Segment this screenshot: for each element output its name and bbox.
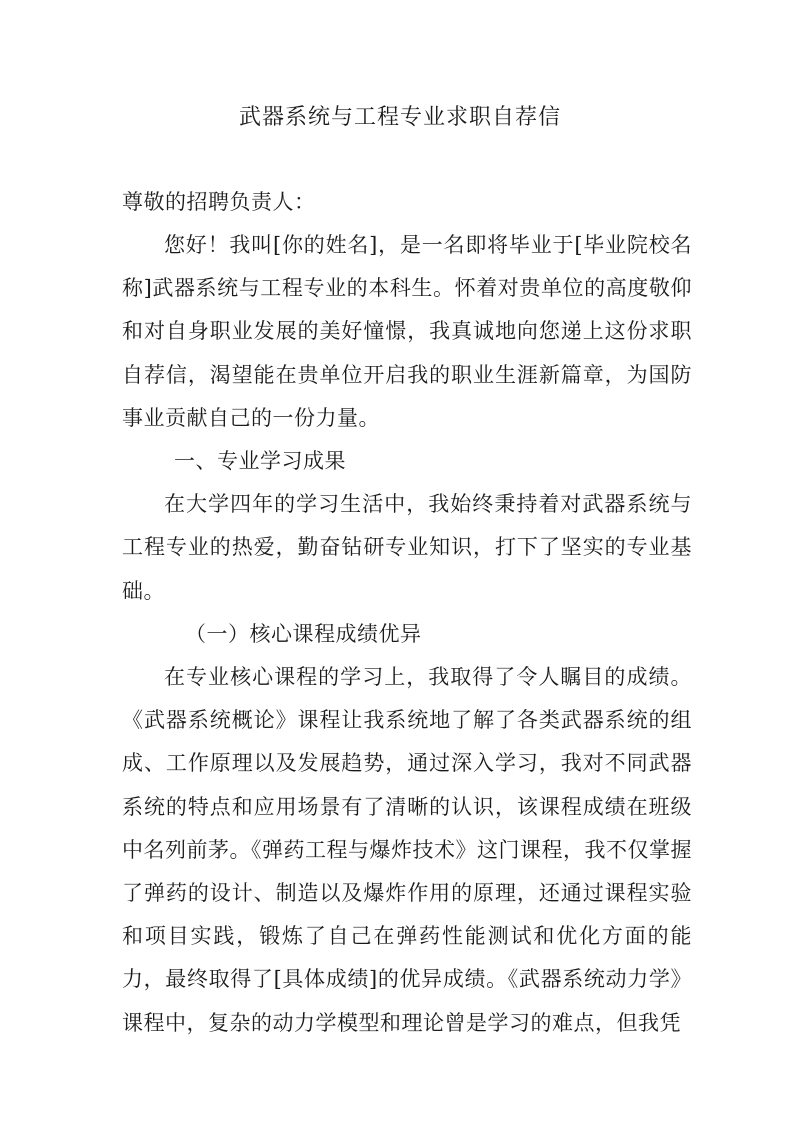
salutation: 尊敬的招聘负责人：	[122, 190, 316, 214]
academic-paragraph: 在大学四年的学习生活中，我始终秉持着对武器系统与工程专业的热爱，勤奋钻研专业知识，打下了坚实的专业基础。	[122, 492, 692, 603]
section-heading-academic-achievements: 一、专业学习成果	[174, 449, 346, 474]
subsection-heading-core-courses: （一）核心课程成绩优异	[185, 621, 422, 646]
document-title: 武器系统与工程专业求职自荐信	[238, 105, 561, 130]
core-courses-paragraph: 在专业核心课程的学习上，我取得了令人瞩目的成绩。《武器系统概论》课程让我系统地了解了各类武器系统的组成、工作原理以及发展趋势，通过深入学习，我对不同武器系统的特点和应用场景有了清晰的认识，该课程成绩在班级中名列前茅。《弹药工程与爆炸技术》这门课程，我不仅掌握了弹药的设计、制造以及爆炸作用的原理，还通过课程实验和项目实践，锻炼了自己在弹药性能测试和优化方面的能力，最终取得了[具体成绩]的优异成绩。《武器系统动力学》课程中，复杂的动力学模型和理论曾是学习的难点，但我凭	[122, 665, 692, 1035]
letter-body	[122, 224, 692, 1045]
intro-paragraph: 您好！我叫[你的姓名]，是一名即将毕业于[毕业院校名称]武器系统与工程专业的本科生。怀着对贵单位的高度敬仰和对自身职业发展的美好憧憬，我真诚地向您递上这份求职自荐信，渴望能在贵单位开启我的职业生涯新篇章，为国防事业贡献自己的一份力量。	[122, 233, 692, 430]
